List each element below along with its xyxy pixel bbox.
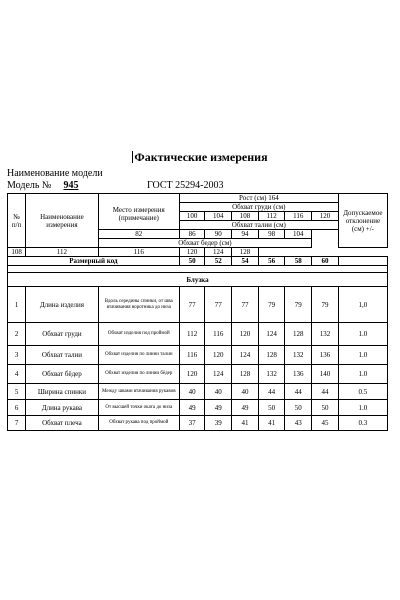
tolerance-value: 1.0 bbox=[338, 365, 387, 384]
hips-value: 124 bbox=[205, 248, 232, 257]
header-no-line: п/п bbox=[11, 220, 22, 229]
measurement-value: 44 bbox=[312, 384, 339, 400]
header-no bbox=[8, 194, 26, 248]
header-name-line: Наименование bbox=[40, 212, 84, 221]
measurement-name: Обхват плеча bbox=[26, 416, 99, 431]
model-number-line bbox=[7, 180, 224, 191]
measurement-name: Обхват груди bbox=[26, 323, 99, 346]
table-row bbox=[8, 287, 388, 323]
header-tolerance-line: (см) +/- bbox=[351, 224, 374, 233]
measurement-value: 112 bbox=[179, 323, 205, 346]
measurement-value: 44 bbox=[258, 384, 285, 400]
measurement-value: 77 bbox=[232, 287, 259, 323]
tolerance-value: 1,0 bbox=[338, 287, 387, 323]
header-name-line: измерения bbox=[46, 220, 78, 229]
size-code: 56 bbox=[258, 257, 285, 266]
measurement-value: 41 bbox=[232, 416, 259, 431]
measurement-place: Обхват рукава под проймой bbox=[98, 416, 179, 431]
measurement-value: 49 bbox=[205, 400, 232, 416]
measurement-name: Обхват бёдер bbox=[26, 365, 99, 384]
measurement-value: 50 bbox=[258, 400, 285, 416]
measurement-value: 40 bbox=[205, 384, 232, 400]
table-row bbox=[8, 323, 388, 346]
row-number: 4 bbox=[8, 365, 26, 384]
waist-value: 94 bbox=[232, 230, 259, 239]
chest-value: 100 bbox=[179, 212, 205, 221]
size-code: 52 bbox=[205, 257, 232, 266]
measurement-value: 49 bbox=[232, 400, 259, 416]
chest-label: Обхват груди (см) bbox=[179, 203, 338, 212]
measurement-value: 132 bbox=[312, 323, 339, 346]
measurement-value: 136 bbox=[285, 365, 312, 384]
measurement-value: 116 bbox=[205, 323, 232, 346]
measurement-value: 37 bbox=[179, 416, 205, 431]
height-label: Рост (см) 164 bbox=[179, 194, 338, 203]
measurement-value: 128 bbox=[232, 365, 259, 384]
chest-value: 108 bbox=[232, 212, 259, 221]
measurement-value: 39 bbox=[205, 416, 232, 431]
measurement-value: 77 bbox=[205, 287, 232, 323]
measurement-name: Ширина спинки bbox=[26, 384, 99, 400]
header-row-hips-values bbox=[8, 248, 388, 257]
header-no-line: № bbox=[13, 212, 20, 221]
row-number: 7 bbox=[8, 416, 26, 431]
section-label: Блузка bbox=[8, 273, 388, 287]
gap-cell bbox=[8, 266, 388, 273]
tolerance-value: 0.5 bbox=[338, 384, 387, 400]
size-code: 54 bbox=[232, 257, 259, 266]
measurement-value: 128 bbox=[285, 323, 312, 346]
measurement-value: 50 bbox=[312, 400, 339, 416]
hips-value: 120 bbox=[179, 248, 205, 257]
waist-value: 104 bbox=[285, 230, 312, 239]
waist-value: 82 bbox=[98, 230, 179, 239]
waist-label: Обхват талии (см) bbox=[179, 221, 338, 230]
measurement-value: 40 bbox=[232, 384, 259, 400]
header-name bbox=[26, 194, 99, 248]
hips-value: 108 bbox=[8, 248, 26, 257]
row-number: 1 bbox=[8, 287, 26, 323]
measurement-value: 128 bbox=[258, 346, 285, 365]
size-code-label: Размерный код bbox=[8, 257, 180, 266]
row-number: 5 bbox=[8, 384, 26, 400]
section-row bbox=[8, 273, 388, 287]
measurement-place: Обхват изделия по линии талии bbox=[98, 346, 179, 365]
table-row bbox=[8, 365, 388, 384]
measurement-value: 124 bbox=[205, 365, 232, 384]
hips-value: 128 bbox=[232, 248, 259, 257]
measurement-value: 120 bbox=[205, 346, 232, 365]
measurement-value: 79 bbox=[312, 287, 339, 323]
header-place-line: (примечание) bbox=[118, 214, 159, 222]
measurement-value: 50 bbox=[285, 400, 312, 416]
waist-value: 98 bbox=[258, 230, 285, 239]
measurement-value: 132 bbox=[258, 365, 285, 384]
model-number-label: Модель № bbox=[7, 180, 52, 191]
document-title bbox=[0, 150, 400, 165]
measurement-name: Длина изделия bbox=[26, 287, 99, 323]
document-title-text: Фактические измерения bbox=[134, 150, 268, 164]
measurement-name: Длина рукава bbox=[26, 400, 99, 416]
measurement-value: 136 bbox=[312, 346, 339, 365]
row-number: 6 bbox=[8, 400, 26, 416]
header-place-line: Место измерения bbox=[112, 206, 165, 214]
model-number: 945 bbox=[63, 180, 79, 191]
tolerance-value: 1.0 bbox=[338, 323, 387, 346]
measurement-value: 43 bbox=[285, 416, 312, 431]
size-code: 60 bbox=[312, 257, 339, 266]
measurement-value: 41 bbox=[258, 416, 285, 431]
gost-standard: ГОСТ 25294-2003 bbox=[147, 180, 224, 191]
size-code-tolerance-empty bbox=[338, 257, 387, 266]
measurement-value: 79 bbox=[285, 287, 312, 323]
measurement-value: 79 bbox=[258, 287, 285, 323]
measurement-place: Обхват изделия под проймой bbox=[98, 323, 179, 346]
measurement-value: 140 bbox=[312, 365, 339, 384]
measurement-value: 44 bbox=[285, 384, 312, 400]
measurement-value: 49 bbox=[179, 400, 205, 416]
header-tolerance bbox=[338, 194, 387, 248]
measurement-value: 116 bbox=[179, 346, 205, 365]
measurement-value: 120 bbox=[179, 365, 205, 384]
measurement-value: 124 bbox=[232, 346, 259, 365]
measurement-value: 40 bbox=[179, 384, 205, 400]
measurement-value: 132 bbox=[285, 346, 312, 365]
hips-value: 116 bbox=[98, 248, 179, 257]
row-number: 2 bbox=[8, 323, 26, 346]
measurement-value: 120 bbox=[232, 323, 259, 346]
tolerance-value: 0.3 bbox=[338, 416, 387, 431]
measurement-place: Между швами втачивания рукавов bbox=[98, 384, 179, 400]
gap-row bbox=[8, 266, 388, 273]
chest-value: 112 bbox=[258, 212, 285, 221]
model-name-label: Наименование модели bbox=[7, 168, 103, 179]
header-tolerance-line: отклонение bbox=[345, 216, 381, 225]
chest-value: 120 bbox=[312, 212, 339, 221]
chest-value: 116 bbox=[285, 212, 312, 221]
size-code-row bbox=[8, 257, 388, 266]
header-place bbox=[98, 194, 179, 230]
measurement-name: Обхват талии bbox=[26, 346, 99, 365]
table-row bbox=[8, 416, 388, 431]
measurement-place: Вдоль середины спинки, от шва втачивания воротника до низа bbox=[98, 287, 179, 323]
size-code: 58 bbox=[285, 257, 312, 266]
hips-label: Обхват бедер (см) bbox=[98, 239, 311, 248]
table-row bbox=[8, 346, 388, 365]
tolerance-value: 1.0 bbox=[338, 400, 387, 416]
measurement-value: 77 bbox=[179, 287, 205, 323]
tolerance-value: 1.0 bbox=[338, 346, 387, 365]
measurement-value: 124 bbox=[258, 323, 285, 346]
size-code: 50 bbox=[179, 257, 205, 266]
measurement-place: От высшей точки оката до низа bbox=[98, 400, 179, 416]
row-number: 3 bbox=[8, 346, 26, 365]
waist-value: 86 bbox=[179, 230, 205, 239]
header-row-height bbox=[8, 194, 388, 203]
chest-value: 104 bbox=[205, 212, 232, 221]
table-row bbox=[8, 400, 388, 416]
waist-value: 90 bbox=[205, 230, 232, 239]
table-row bbox=[8, 384, 388, 400]
header-tolerance-line: Допускаемое bbox=[343, 208, 383, 217]
measurements-table bbox=[7, 193, 388, 431]
hips-value: 112 bbox=[26, 248, 99, 257]
measurement-place: Обхват изделия по линии бёдер bbox=[98, 365, 179, 384]
measurement-value: 45 bbox=[312, 416, 339, 431]
